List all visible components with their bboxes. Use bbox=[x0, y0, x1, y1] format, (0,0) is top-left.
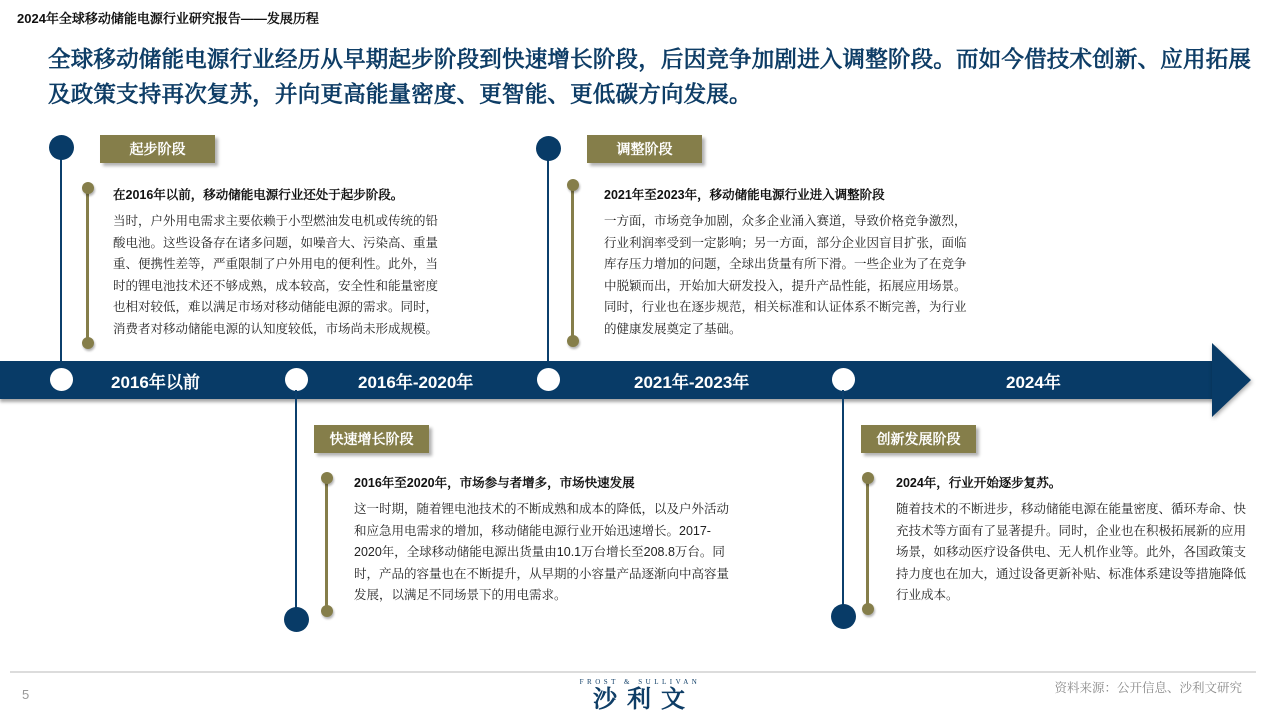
source-note: 资料来源：公开信息、沙利文研究 bbox=[1054, 681, 1242, 695]
olive-bracket-dot bbox=[82, 182, 94, 194]
connector-line-stage-3 bbox=[547, 148, 549, 372]
timeline-node-2016-2020 bbox=[285, 368, 308, 391]
period-label-2016-before: 2016年以前 bbox=[111, 373, 200, 392]
olive-bracket-dot bbox=[321, 472, 333, 484]
stage-1-body: 当时，户外用电需求主要依赖于小型燃油发电机或传统的铅酸电池。这些设备存在诸多问题，如噪音大、污染高、重量重、便携性差等，严重限制了户外用电的便利性。此外，当时的锂电池技术还不够成熟，成本较高，安全性和能量密度也相对较低，难以满足市场对移动储能电源的需求。同时，消费者对移动储能电源的认知度较低，市场尚未形成规模。 bbox=[113, 214, 439, 336]
connector-line-stage-2 bbox=[295, 390, 297, 620]
frost-sullivan-logo bbox=[570, 678, 710, 714]
olive-bracket-dot bbox=[567, 179, 579, 191]
footer-divider bbox=[10, 671, 1256, 673]
stage-tag-startup: 起步阶段 bbox=[100, 135, 215, 163]
olive-bracket-dot bbox=[82, 337, 94, 349]
stage-2-body: 这一时期，随着锂电池技术的不断成熟和成本的降低，以及户外活动和应急用电需求的增加，移动储能电源行业开始迅速增长。2017-2020年，全球移动储能电源出货量由10.1万台增长至208.8万台。同时，产品的容量也在不断提升，从早期的小容量产品逐渐向中高容量发展，以满足不同场景下的用电需求。 bbox=[354, 502, 730, 602]
olive-bracket-line-stage-2 bbox=[325, 478, 328, 608]
timeline-node-2024 bbox=[832, 368, 855, 391]
stage-2-heading: 2016年至2020年，市场参与者增多，市场快速发展 bbox=[354, 476, 635, 490]
connector-line-stage-1 bbox=[60, 147, 62, 372]
headline: 全球移动储能电源行业经历从早期起步阶段到快速增长阶段，后因竞争加剧进入调整阶段。而如今借技术创新、应用拓展及政策支持再次复苏，并向更高能量密度、更智能、更低碳方向发展。 bbox=[48, 47, 1252, 107]
period-label-2016-2020: 2016年-2020年 bbox=[358, 373, 474, 392]
page-number: 5 bbox=[22, 687, 30, 702]
timeline-node-2016-before bbox=[50, 368, 73, 391]
stage-1-heading: 在2016年以前，移动储能电源行业还处于起步阶段。 bbox=[113, 188, 404, 202]
stage-tag-rapid-growth: 快速增长阶段 bbox=[314, 425, 429, 453]
stage-tag-adjustment: 调整阶段 bbox=[587, 135, 702, 163]
stage-4-body: 随着技术的不断进步，移动储能电源在能量密度、循环寿命、快充技术等方面有了显著提升。同时，企业也在积极拓展新的应用场景，如移动医疗设备供电、无人机作业等。此外，各国政策支持力度也在加大，通过设备更新补贴、标准体系建设等措施降低行业成本。 bbox=[896, 502, 1247, 602]
stage-tag-innovation: 创新发展阶段 bbox=[861, 425, 976, 453]
olive-bracket-dot bbox=[321, 605, 333, 617]
olive-bracket-line-stage-3 bbox=[571, 187, 574, 340]
stage-2-bottom-dot bbox=[284, 607, 309, 632]
stage-3-top-dot bbox=[536, 136, 561, 161]
olive-bracket-dot bbox=[567, 335, 579, 347]
olive-bracket-line-stage-4 bbox=[866, 478, 869, 606]
document-title: 2024年全球移动储能电源行业研究报告——发展历程 bbox=[17, 11, 319, 26]
period-label-2024: 2024年 bbox=[1006, 373, 1061, 392]
stage-1-top-dot bbox=[49, 135, 74, 160]
connector-line-stage-4 bbox=[842, 390, 844, 616]
olive-bracket-dot bbox=[862, 603, 874, 615]
olive-bracket-line-stage-1 bbox=[86, 187, 89, 343]
timeline-node-2021-2023 bbox=[537, 368, 560, 391]
stage-3-body: 一方面，市场竞争加剧，众多企业涌入赛道，导致价格竞争激烈，行业利润率受到一定影响；另一方面，部分企业因盲目扩张，面临库存压力增加的问题，全球出货量有所下滑。一些企业为了在竞争中脱颖而出，开始加大研发投入，提升产品性能，拓展应用场景。同时，行业也在逐步规范，相关标准和认证体系不断完善，为行业的健康发展奠定了基础。 bbox=[604, 214, 967, 336]
stage-4-bottom-dot bbox=[831, 604, 856, 629]
period-label-2021-2023: 2021年-2023年 bbox=[634, 373, 750, 392]
logo-chinese-text: 沙利文 bbox=[593, 686, 695, 713]
logo-english-text: FROST & SULLIVAN bbox=[579, 678, 701, 686]
stage-4-heading: 2024年，行业开始逐步复苏。 bbox=[896, 476, 1062, 490]
olive-bracket-dot bbox=[862, 472, 874, 484]
stage-3-heading: 2021年至2023年，移动储能电源行业进入调整阶段 bbox=[604, 188, 885, 202]
timeline-arrow-head-icon bbox=[1212, 343, 1251, 417]
